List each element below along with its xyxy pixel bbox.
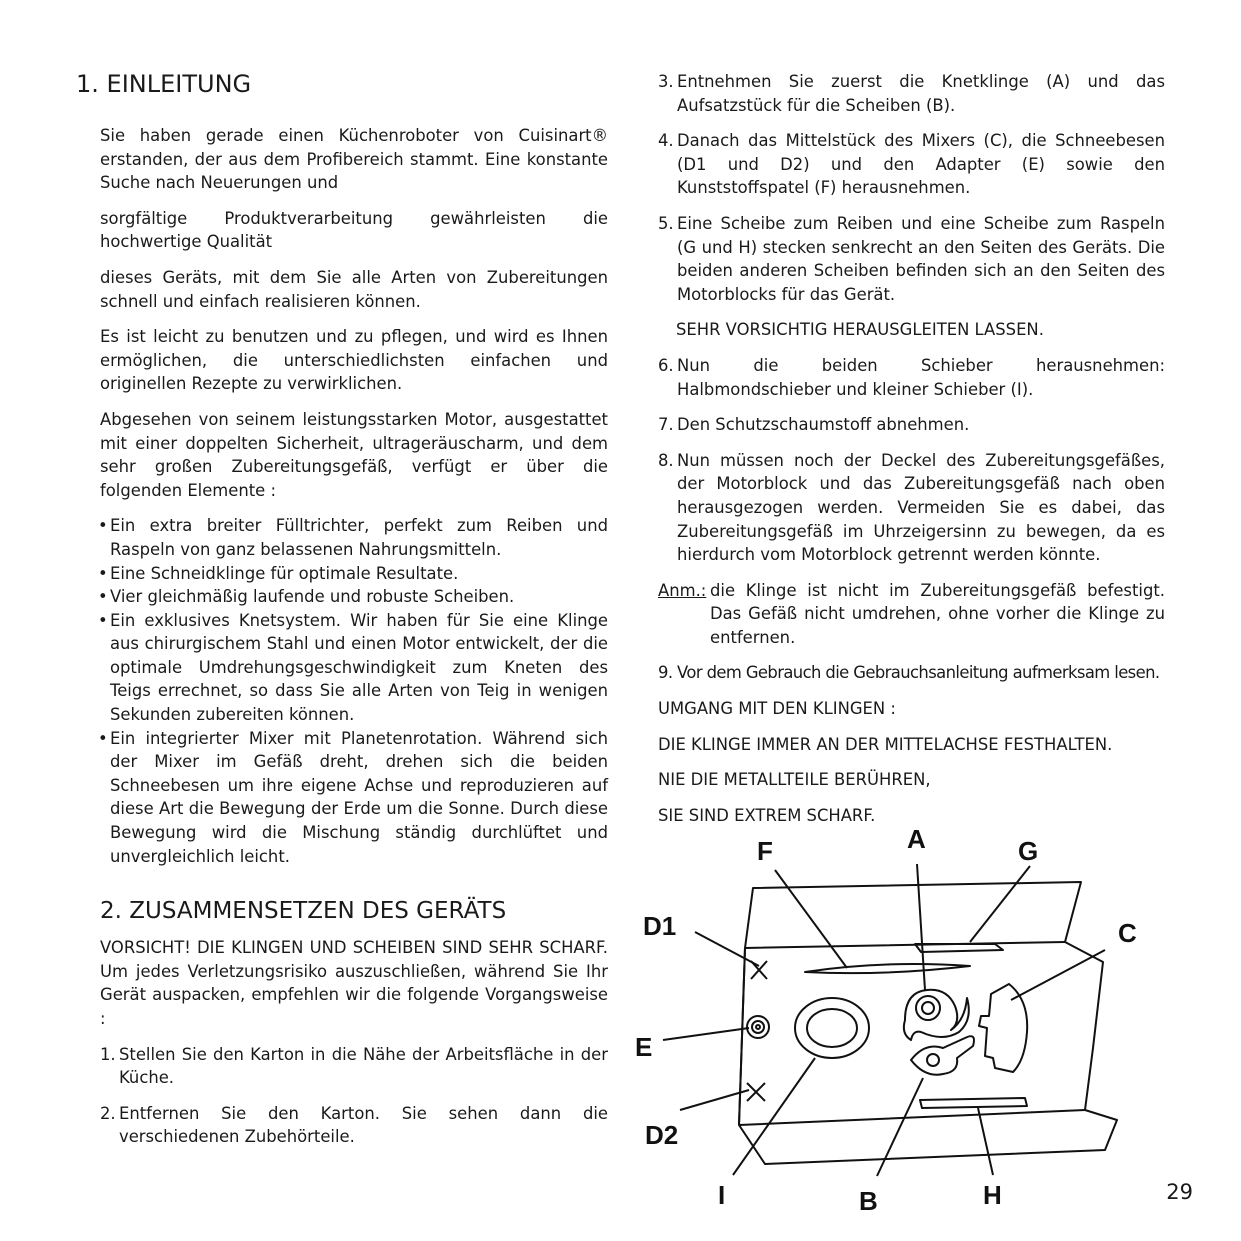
- label-d2: D2: [645, 1120, 679, 1150]
- step-9: 9. Vor dem Gebrauch die Gebrauchsanleitung aufmerksam lesen.: [658, 663, 1160, 683]
- page-number: 29: [1166, 1180, 1193, 1204]
- feature-item: • Ein extra breiter Fülltrichter, perfekt zum Reiben und Raspeln von ganz belassenen Nahrungsmitteln.: [100, 514, 608, 561]
- left-column: [100, 70, 608, 1161]
- step-8: [658, 449, 1165, 567]
- feature-item: • Eine Schneidklinge für optimale Resultate.: [100, 562, 608, 586]
- step-4: [658, 129, 1165, 200]
- intro-paragraph-4: Es ist leicht zu benutzen und zu pflegen, und wird es Ihnen ermöglichen, die unterschiedlichsten einfachen und originellen Rezepte zu verwirklichen.: [100, 327, 608, 394]
- step-3: [658, 70, 1165, 117]
- step-5: [658, 212, 1165, 306]
- step-7: [658, 413, 1165, 437]
- step-number: 2.: [100, 1103, 116, 1123]
- step-text: Den Schutzschaumstoff abnehmen.: [677, 415, 970, 435]
- blade-warning-1: DIE KLINGE IMMER AN DER MITTELACHSE FESTHALTEN.: [658, 734, 1113, 754]
- step-number: 7.: [658, 415, 674, 435]
- step-2: [100, 1102, 608, 1149]
- step-number: 1.: [100, 1044, 116, 1064]
- blade-handling-heading: UMGANG MIT DEN KLINGEN :: [658, 699, 896, 719]
- warning-text: SEHR VORSICHTIG HERAUSGLEITEN LASSEN.: [676, 320, 1044, 340]
- intro-paragraph-1: Sie haben gerade einen Küchenroboter von Cuisinart® erstanden, der aus dem Profibereich stammt. Eine konstante Suche nach Neuerungen und: [100, 126, 608, 193]
- feature-item: • Vier gleichmäßig laufende und robuste Scheiben.: [100, 585, 608, 609]
- step-6: [658, 354, 1165, 401]
- spatula-icon: [805, 964, 970, 973]
- disc-adapter-icon: [911, 1036, 974, 1075]
- step-text: Stellen Sie den Karton in die Nähe der Arbeitsfläche in der Küche.: [119, 1044, 608, 1088]
- step-text: Nun die beiden Schieber herausnehmen: Halbmondschieber und kleiner Schieber (I).: [677, 355, 1165, 399]
- box-inner-edge: [739, 942, 1085, 1125]
- disc-h-icon: [920, 1098, 1027, 1108]
- section-1-heading: 1. EINLEITUNG: [76, 70, 252, 98]
- whisk-d2-icon: [747, 1083, 765, 1101]
- intro-paragraph-5: Abgesehen von seinem leistungsstarken Motor, ausgestattet mit einer doppelten Sicherheit, ultrageräuscharm, und dem sehr großen Zubereitungsgefäß, verfügt er über die folgenden Elemente :: [100, 409, 608, 500]
- feature-list: [100, 514, 608, 868]
- label-f: F: [757, 836, 773, 866]
- step-number: 6.: [658, 355, 674, 375]
- label-d1: D1: [643, 911, 677, 941]
- step-number: 8.: [658, 450, 674, 470]
- safety-intro: VORSICHT! DIE KLINGEN UND SCHEIBEN SIND SEHR SCHARF. Um jedes Verletzungsrisiko auszuschließen, während Sie Ihr Gerät auspacken, empfehlen wir die folgende Vorgangsweise :: [100, 938, 608, 1028]
- note-label: Anm.:: [658, 580, 707, 600]
- step-text: Entfernen Sie den Karton. Sie sehen dann die verschiedenen Zubehörteile.: [119, 1103, 608, 1147]
- feature-item: • Ein exklusives Knetsystem. Wir haben für Sie eine Klinge aus chirurgischem Stahl und einen Motor entwickelt, der die optimale Umdrehungsgeschwindigkeit zum Kneten des Teigs errechnet, so dass Sie alle Arten von Teig in wenigen Sekunden zubereiten können.: [100, 609, 608, 727]
- step-1: [100, 1043, 608, 1090]
- right-column: [658, 70, 1165, 839]
- step-text: Eine Scheibe zum Reiben und eine Scheibe zum Raspeln (G und H) stecken senkrecht an den Seiten des Geräts. Die beiden anderen Scheiben befinden sich an den Seiten des Motorblocks für das Gerät.: [677, 213, 1165, 304]
- step-number: 5.: [658, 213, 674, 233]
- step-text: Nun müssen noch der Deckel des Zubereitungsgefäßes, der Motorblock und das Zubereitungsgefäß nach oben herausgezogen werden. Vermeiden Sie es dabei, das Zubereitungsgefäß im Uhrzeigersinn zu bewegen, da es hierdurch vom Motorblock getrennt werden könnte.: [677, 450, 1165, 565]
- section-2-heading: 2. ZUSAMMENSETZEN DES GERÄTS: [100, 898, 507, 925]
- label-h: H: [983, 1180, 1002, 1210]
- label-b: B: [859, 1186, 878, 1216]
- intro-paragraph-3: dieses Geräts, mit dem Sie alle Arten von Zubereitungen schnell und einfach realisieren können.: [100, 267, 608, 311]
- step-number: 3.: [658, 72, 674, 91]
- label-a: A: [907, 824, 926, 854]
- label-g: G: [1018, 836, 1039, 866]
- step-text: Entnehmen Sie zuerst die Knetklinge (A) und das Aufsatzstück für die Scheiben (B).: [677, 72, 1165, 115]
- label-i: I: [718, 1180, 726, 1210]
- feature-item: • Ein integrierter Mixer mit Planetenrotation. Während sich der Mixer im Gefäß dreht, drehen sich die beiden Schneebesen um ihre eigene Achse und reproduzieren auf diese Art die Bewegung der Erde um die Sonne. Durch diese Bewegung wird die Mischung ständig durchlüftet und unvergleichlich leicht.: [100, 727, 608, 869]
- note-text: die Klinge ist nicht im Zubereitungsgefäß befestigt. Das Gefäß nicht umdrehen, ohne vorher die Klinge zu entfernen.: [710, 580, 1165, 647]
- adapter-icon: [747, 1016, 769, 1038]
- label-e: E: [635, 1032, 653, 1062]
- blade-warning-3: SIE SIND EXTREM SCHARF.: [658, 805, 876, 825]
- intro-paragraph-2: sorgfältige Produktverarbeitung gewährleisten die hochwertige Qualität: [100, 208, 608, 252]
- knead-blade-icon: [904, 990, 969, 1040]
- step-number: 4.: [658, 131, 674, 151]
- note: [658, 579, 1165, 650]
- label-c: C: [1118, 918, 1137, 948]
- packaging-diagram: [625, 820, 1165, 1220]
- mixer-centre-icon: [979, 984, 1027, 1072]
- blade-warning-2: NIE DIE METALLTEILE BERÜHREN,: [658, 770, 931, 790]
- step-text: Danach das Mittelstück des Mixers (C), die Schneebesen (D1 und D2) und den Adapter (E) sowie den Kunststoffspatel (F) herausnehmen.: [677, 131, 1165, 198]
